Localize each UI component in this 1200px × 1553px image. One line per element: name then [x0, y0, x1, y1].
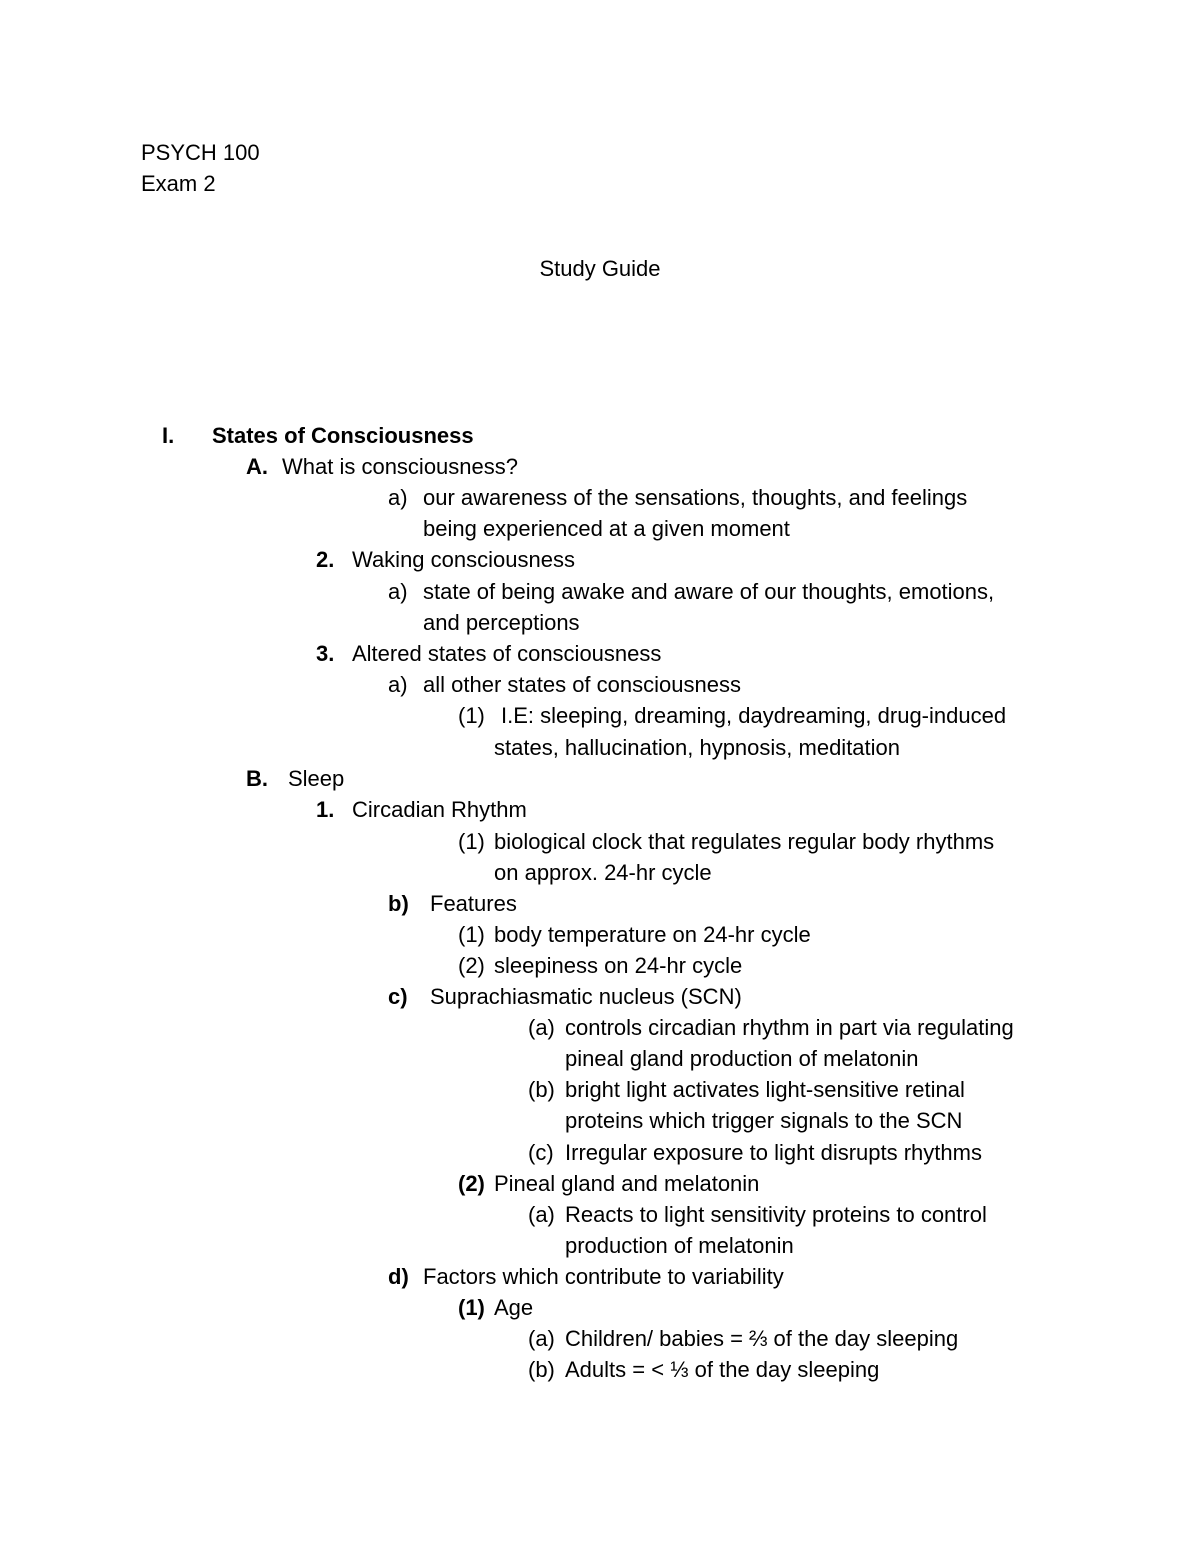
- outline-text: sleepiness on 24-hr cycle: [494, 953, 743, 978]
- outline-text-B: Sleep: [288, 766, 345, 791]
- outline-text: Age: [494, 1295, 534, 1320]
- outline-text: I.E: sleeping, dreaming, daydreaming, drug-induced: [501, 703, 1007, 728]
- outline-label-c: c): [388, 984, 408, 1009]
- outline-text: our awareness of the sensations, thoughts, and feelings: [423, 485, 968, 510]
- outline-text: Altered states of consciousness: [352, 641, 662, 666]
- outline-label: (a): [528, 1015, 555, 1040]
- outline-text: controls circadian rhythm in part via regulating: [565, 1015, 1014, 1040]
- outline-text: Waking consciousness: [352, 547, 575, 572]
- outline-text: all other states of consciousness: [423, 672, 741, 697]
- outline-label: (1): [458, 922, 485, 947]
- outline-text: Children/ babies = ⅔ of the day sleeping: [565, 1326, 959, 1351]
- section-numeral: I.: [162, 423, 175, 448]
- outline-text: Pineal gland and melatonin: [494, 1171, 760, 1196]
- page-title: Study Guide: [539, 256, 661, 281]
- outline-label: (b): [528, 1357, 555, 1382]
- course-name: PSYCH 100: [141, 140, 260, 165]
- outline-text: bright light activates light-sensitive retinal: [565, 1077, 965, 1102]
- outline-text: on approx. 24-hr cycle: [494, 860, 712, 885]
- outline-label: a): [388, 672, 408, 697]
- outline-label-d: d): [388, 1264, 409, 1289]
- outline-text: pineal gland production of melatonin: [565, 1046, 919, 1071]
- outline-text: Factors which contribute to variability: [423, 1264, 784, 1289]
- outline-text: state of being awake and aware of our thoughts, emotions,: [423, 579, 995, 604]
- outline-label-B: B.: [246, 766, 268, 791]
- outline-text: Circadian Rhythm: [352, 797, 527, 822]
- outline-label: (1): [458, 703, 485, 728]
- outline-label: (a): [528, 1326, 555, 1351]
- outline-label-A: A.: [246, 454, 268, 479]
- outline-label: (2): [458, 953, 485, 978]
- outline-label: a): [388, 485, 408, 510]
- outline-label-3: 3.: [316, 641, 335, 666]
- exam-name: Exam 2: [141, 171, 216, 196]
- outline-text: body temperature on 24-hr cycle: [494, 922, 811, 947]
- outline-label: (c): [528, 1140, 554, 1165]
- outline-text: production of melatonin: [565, 1233, 794, 1258]
- outline-label-1: 1.: [316, 797, 335, 822]
- outline-label: (b): [528, 1077, 555, 1102]
- outline-text: Suprachiasmatic nucleus (SCN): [430, 984, 742, 1009]
- outline-text: proteins which trigger signals to the SCN: [565, 1108, 963, 1133]
- outline-text: and perceptions: [423, 610, 580, 635]
- outline-label-b: b): [388, 891, 409, 916]
- outline-text: states, hallucination, hypnosis, meditation: [494, 735, 901, 760]
- outline-text: Features: [430, 891, 517, 916]
- outline-label-1b: (1): [458, 1295, 485, 1320]
- outline-label: (1): [458, 829, 485, 854]
- section-title: States of Consciousness: [212, 423, 474, 448]
- outline-text: Adults = < ⅓ of the day sleeping: [565, 1357, 880, 1382]
- outline-text-A: What is consciousness?: [282, 454, 518, 479]
- outline-text: being experienced at a given moment: [423, 516, 790, 541]
- outline-label: a): [388, 579, 408, 604]
- outline-text: Irregular exposure to light disrupts rhythms: [565, 1140, 982, 1165]
- outline-label: (a): [528, 1202, 555, 1227]
- outline-text: biological clock that regulates regular body rhythms: [494, 829, 995, 854]
- outline-label-2: 2.: [316, 547, 335, 572]
- outline-text: Reacts to light sensitivity proteins to control: [565, 1202, 987, 1227]
- outline-label-2b: (2): [458, 1171, 485, 1196]
